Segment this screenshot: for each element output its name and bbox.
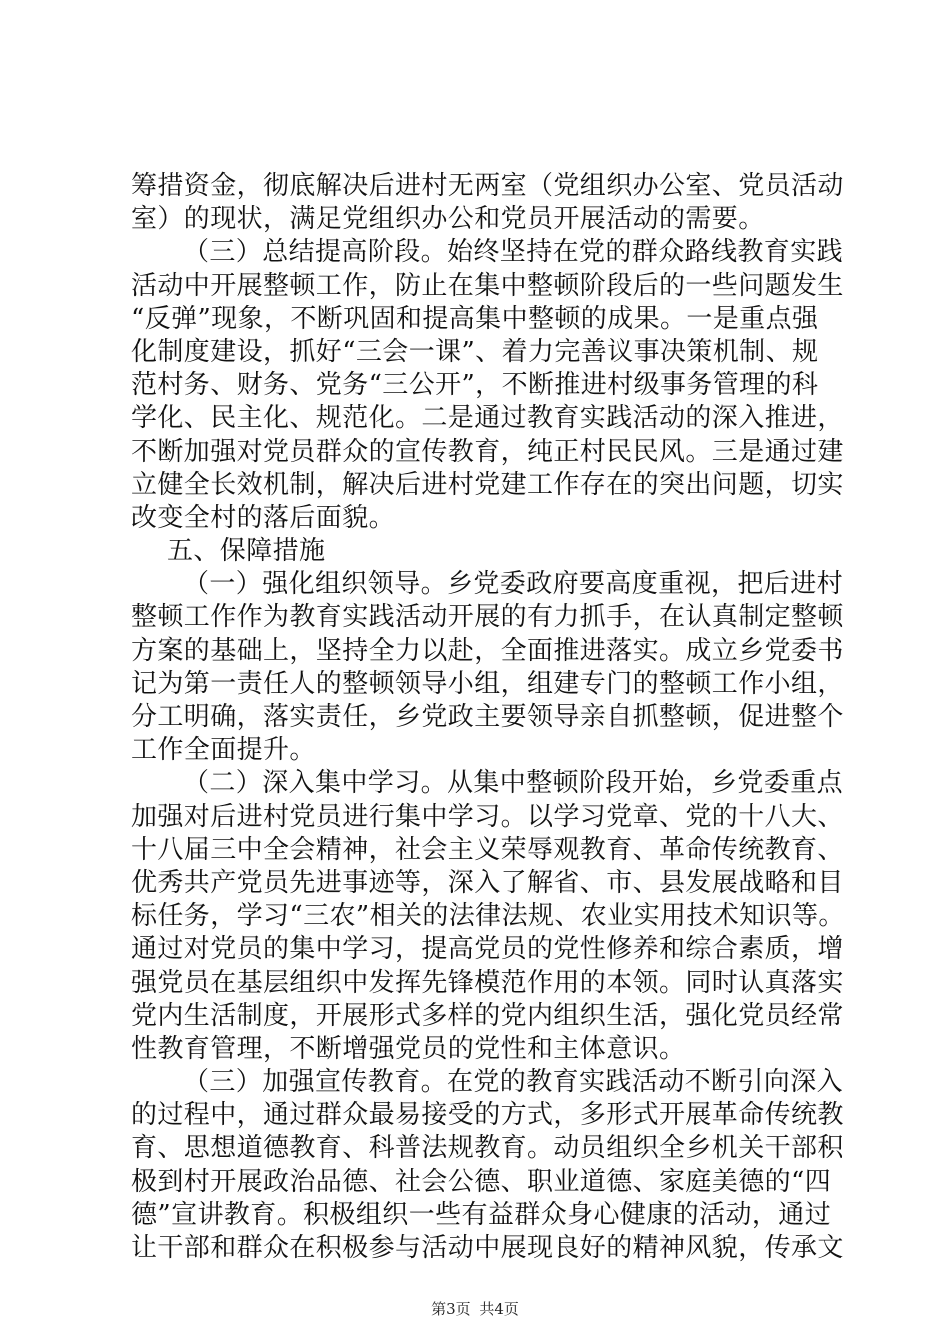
text-line: 活动中开展整顿工作，防止在集中整顿阶段后的一些问题发生 bbox=[131, 270, 844, 301]
document-body bbox=[131, 170, 845, 1265]
text-line: 极到村开展政治品德、社会公德、职业道德、家庭美德的“四 bbox=[131, 1166, 832, 1197]
text-line: （一）强化组织领导。乡党委政府要高度重视，把后进村 bbox=[183, 569, 844, 600]
text-line: （三）总结提高阶段。始终坚持在党的群众路线教育实践 bbox=[183, 237, 844, 268]
text-line: 性教育管理，不断增强党员的党性和主体意识。 bbox=[131, 1033, 686, 1064]
text-line: 整顿工作作为教育实践活动开展的有力抓手，在认真制定整顿 bbox=[131, 602, 844, 633]
text-line: 标任务，学习“三农”相关的法律法规、农业实用技术知识等。 bbox=[131, 901, 845, 932]
text-line: 方案的基础上，坚持全力以赴，全面推进落实。成立乡党委书 bbox=[131, 635, 844, 666]
section-heading: 五、保障措施 bbox=[167, 536, 326, 567]
text-line: （二）深入集中学习。从集中整顿阶段开始，乡党委重点 bbox=[183, 768, 844, 799]
text-line: 优秀共产党员先进事迹等，深入了解省、市、县发展战略和目 bbox=[131, 867, 844, 898]
text-line: 让干部和群众在积极参与活动中展现良好的精神风貌，传承文 bbox=[131, 1233, 844, 1263]
text-line: 立健全长效机制，解决后进村党建工作存在的突出问题，切实 bbox=[131, 469, 844, 500]
text-line: 范村务、财务、党务“三公开”，不断推进村级事务管理的科 bbox=[131, 370, 819, 401]
text-line: 室）的现状，满足党组织办公和党员开展活动的需要。 bbox=[131, 204, 765, 235]
text-line: 通过对党员的集中学习，提高党员的党性修养和综合素质，增 bbox=[131, 934, 844, 965]
text-line: 筹措资金，彻底解决后进村无两室（党组织办公室、党员活动 bbox=[131, 171, 844, 201]
page-footer bbox=[0, 1298, 950, 1319]
text-line: 十八届三中全会精神，社会主义荣辱观教育、革命传统教育、 bbox=[131, 834, 844, 865]
text-line: 记为第一责任人的整顿领导小组，组建专门的整顿工作小组， bbox=[131, 668, 844, 699]
text-line: 育、思想道德教育、科普法规教育。动员组织全乡机关干部积 bbox=[131, 1133, 844, 1164]
text-line: 学化、民主化、规范化。二是通过教育实践活动的深入推进， bbox=[131, 403, 844, 434]
text-line: 强党员在基层组织中发挥先锋模范作用的本领。同时认真落实 bbox=[131, 967, 844, 998]
text-line: 德”宣讲教育。积极组织一些有益群众身心健康的活动，通过 bbox=[131, 1199, 832, 1230]
text-line: “反弹”现象，不断巩固和提高集中整顿的成果。一是重点强 bbox=[131, 303, 819, 334]
text-line: （三）加强宣传教育。在党的教育实践活动不断引向深入 bbox=[183, 1067, 844, 1098]
text-line: 党内生活制度，开展形式多样的党内组织生活，强化党员经常 bbox=[131, 1000, 844, 1031]
text-line: 不断加强对党员群众的宣传教育，纯正村民民风。三是通过建 bbox=[131, 436, 844, 467]
text-line: 改变全村的落后面貌。 bbox=[131, 502, 396, 533]
text-line: 化制度建设，抓好“三会一课”、着力完善议事决策机制、规 bbox=[131, 336, 819, 367]
page-total: 共4页 bbox=[479, 1300, 519, 1318]
text-line: 加强对后进村党员进行集中学习。以学习党章、党的十八大、 bbox=[131, 801, 844, 832]
page-number: 第3页 bbox=[431, 1300, 471, 1318]
text-line: 工作全面提升。 bbox=[131, 735, 316, 766]
text-line: 的过程中，通过群众最易接受的方式，多形式开展革命传统教 bbox=[131, 1100, 844, 1131]
text-line: 分工明确，落实责任，乡党政主要领导亲自抓整顿，促进整个 bbox=[131, 702, 844, 732]
